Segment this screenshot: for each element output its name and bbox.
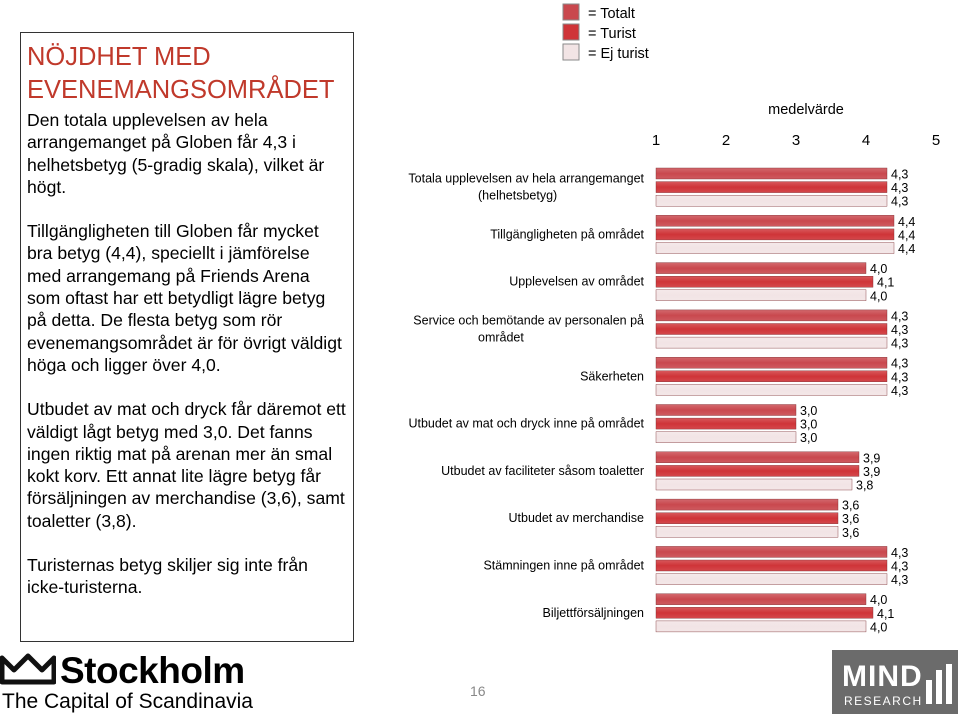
data-label: 4,0 [870, 620, 888, 635]
bar [656, 337, 887, 348]
category-label: Utbudet av merchandise [508, 511, 644, 526]
data-label: 4,3 [891, 370, 909, 385]
bar [656, 310, 887, 321]
data-label: 4,0 [870, 289, 888, 304]
data-label: 3,9 [863, 451, 881, 466]
mind-research-logo [832, 650, 958, 714]
category-label: Tillgängligheten på området [490, 227, 644, 242]
bar [656, 418, 796, 429]
x-axis-title: medelvärde [768, 102, 844, 118]
bar [656, 546, 887, 557]
bar [656, 168, 887, 179]
category-label: Biljettförsäljningen [542, 605, 644, 620]
data-label: 4,1 [877, 606, 895, 621]
mind-logo-subtitle: RESEARCH [844, 694, 923, 708]
paragraph-tourists: Turisternas betyg skiljer sig inte från icke-turisterna. [27, 555, 308, 598]
mind-bars-icon [926, 664, 952, 704]
legend-swatch [563, 44, 579, 60]
x-tick-label: 1 [651, 132, 661, 149]
data-label: 4,3 [891, 181, 909, 196]
bar [656, 513, 838, 524]
stockholm-logo-word: Stockholm [60, 650, 245, 691]
slide-title: NÖJDHET MED EVENEMANGSOMRÅDET [27, 43, 335, 104]
data-label: 4,3 [891, 545, 909, 560]
bar [656, 384, 887, 395]
legend-swatch [563, 4, 579, 20]
category-label: Utbudet av mat och dryck inne på området [408, 416, 644, 431]
legend-label: = Ej turist [588, 46, 649, 62]
bar [656, 290, 866, 301]
category-label: området [478, 330, 524, 345]
data-label: 4,3 [891, 309, 909, 324]
data-label: 4,4 [898, 242, 916, 256]
paragraph-food-drink: Utbudet av mat och dryck får däremot ett väldigt lågt betyg med 3,0. Det fanns ingen riktig mat på arenan mer än smal kokt korv. Ett annat lite lägre betyg får försäljningen av merchandise (3,6), samt toaletter (3,8). [27, 399, 346, 531]
data-label: 3,9 [863, 464, 881, 479]
bar [656, 560, 887, 571]
x-tick-label: 4 [861, 132, 871, 149]
mind-logo-word: MIND [842, 660, 923, 693]
paragraph-accessibility: Tillgängligheten till Globen får mycket bra betyg (4,4), speciellt i jämförelse med arrangemang på Friends Arena som oftast har ett betydligt lägre betyg på detta. De flesta betyg som rör evenemangsområdet är för övrigt väldigt höga och ligger över 4,0. [27, 221, 342, 375]
category-label: Säkerheten [580, 369, 644, 384]
x-tick-label: 3 [791, 132, 801, 149]
data-label: 4,1 [877, 275, 895, 290]
bar [656, 621, 866, 632]
category-label: (helhetsbetyg) [478, 188, 558, 203]
paragraph-overall: Den totala upplevelsen av hela arrangemanget på Globen får 4,3 i helhetsbetyg (5-gradig skala), vilket är högt. [27, 110, 325, 197]
bar [656, 594, 866, 605]
data-label: 4,3 [891, 559, 909, 574]
data-label: 3,6 [842, 525, 860, 540]
crown-icon [0, 652, 56, 686]
data-label: 4,0 [870, 593, 888, 608]
data-label: 3,8 [856, 478, 874, 493]
bar [656, 229, 894, 240]
bar [656, 276, 873, 287]
bar [656, 371, 887, 382]
legend-label: = Turist [588, 26, 636, 42]
x-tick-label: 2 [721, 132, 731, 149]
data-label: 4,3 [891, 323, 909, 337]
data-label: 4,3 [891, 573, 909, 588]
bar [656, 405, 796, 416]
bar [656, 263, 866, 274]
bar [656, 607, 873, 618]
legend-swatch [563, 24, 579, 40]
data-label: 3,6 [842, 512, 860, 527]
data-label: 4,3 [891, 383, 909, 398]
data-label: 4,3 [891, 356, 909, 371]
data-label: 4,3 [891, 336, 909, 351]
x-tick-label: 5 [931, 132, 941, 149]
bar [656, 452, 859, 463]
bar [656, 215, 894, 226]
bar [656, 465, 859, 476]
bar [656, 479, 852, 490]
data-label: 4,3 [891, 194, 909, 209]
data-label: 4,3 [891, 167, 909, 182]
data-label: 3,0 [800, 404, 818, 418]
data-label: 3,0 [800, 431, 818, 446]
category-label: Service och bemötande av personalen på [413, 313, 644, 328]
data-label: 4,0 [870, 262, 888, 277]
bar [656, 526, 838, 537]
data-label: 3,0 [800, 417, 818, 432]
data-label: 3,6 [842, 498, 860, 513]
bar [656, 243, 894, 254]
category-label: Utbudet av faciliteter såsom toaletter [441, 463, 644, 478]
bar [656, 357, 887, 368]
bar [656, 574, 887, 585]
data-label: 4,4 [898, 228, 916, 243]
bar [656, 324, 887, 335]
category-label: Totala upplevelsen av hela arrangemanget [408, 171, 644, 186]
bar [656, 432, 796, 443]
category-label: Stämningen inne på området [483, 558, 644, 573]
data-label: 4,4 [898, 214, 916, 229]
bar [656, 195, 887, 206]
category-label: Upplevelsen av området [509, 274, 644, 289]
page-number: 16 [470, 683, 486, 699]
bar [656, 499, 838, 510]
legend-label: = Totalt [588, 6, 635, 22]
stockholm-logo-tagline: The Capital of Scandinavia [2, 690, 253, 713]
bar [656, 182, 887, 193]
